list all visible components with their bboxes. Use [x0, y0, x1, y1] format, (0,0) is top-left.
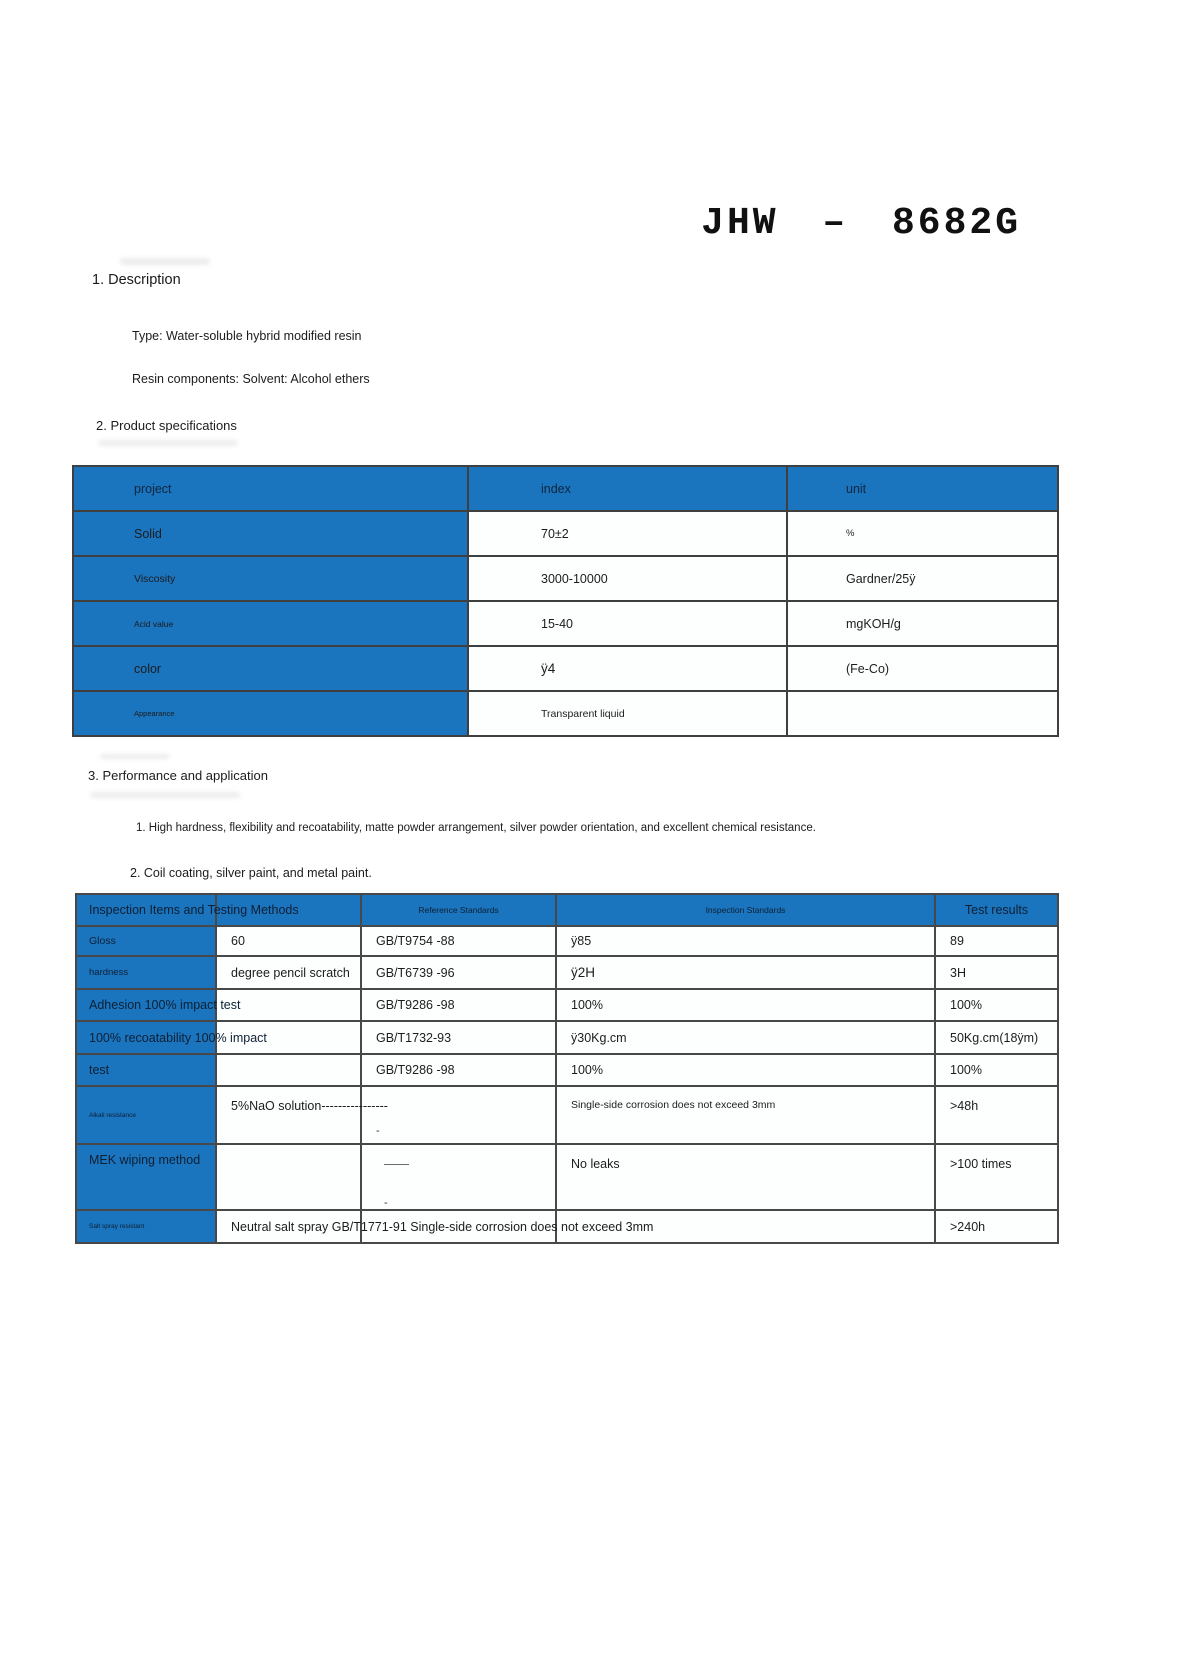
reference-standard: GB/T1732-93 [361, 1021, 556, 1054]
spec-index: 3000-10000 [468, 556, 787, 601]
table-row [76, 1086, 1058, 1144]
section-heading-description: 1. Description [92, 272, 181, 288]
header-project: project [73, 466, 468, 511]
spec-index: ÿ4 [468, 646, 787, 691]
reference-standard [361, 1086, 556, 1144]
spec-index: 70±2 [468, 511, 787, 556]
performance-item-1: 1. High hardness, flexibility and recoatability, matte powder arrangement, silver powder orientation, and excellent chemical resistance. [136, 822, 816, 834]
header-reference-standards: Reference Standards [361, 894, 556, 926]
reference-standard: GB/T9754 -88 [361, 926, 556, 956]
table-row [73, 601, 1058, 646]
scan-artifact [120, 258, 210, 265]
inspection-item: 100% recoatability 100% impact [76, 1021, 216, 1054]
testing-method [216, 1054, 361, 1086]
scan-artifact [90, 792, 240, 798]
test-result: >100 times [935, 1144, 1058, 1210]
reference-standard: GB/T6739 -96 [361, 956, 556, 989]
inspection-item: Adhesion 100% impact test [76, 989, 216, 1021]
table-header-row [73, 466, 1058, 511]
performance-item-2: 2. Coil coating, silver paint, and metal paint. [130, 866, 372, 880]
type-line: Type: Water-soluble hybrid modified resin [132, 329, 362, 343]
test-result: >48h [935, 1086, 1058, 1144]
spec-name: Solid [73, 511, 468, 556]
spec-index: 15-40 [468, 601, 787, 646]
spec-name: Acid value [73, 601, 468, 646]
inspection-item: Salt spray resistant [76, 1210, 216, 1243]
table-row [76, 956, 1058, 989]
inspection-item: Alkali resistance [76, 1086, 216, 1144]
product-specifications-table [72, 465, 1059, 737]
inspection-standard: ÿ30Kg.cm [556, 1021, 935, 1054]
table-row [73, 691, 1058, 736]
spec-unit: Gardner/25ÿ [787, 556, 1058, 601]
spec-unit [787, 691, 1058, 736]
inspection-item: MEK wiping method [76, 1144, 216, 1210]
table-row [73, 511, 1058, 556]
table-row [76, 1210, 1058, 1243]
scan-artifact [98, 440, 238, 446]
inspection-item: hardness [76, 956, 216, 989]
header-test-results: Test results [935, 894, 1058, 926]
table-row [76, 989, 1058, 1021]
reference-standard-note: - [376, 1125, 380, 1137]
table-row [76, 1144, 1058, 1210]
reference-standard: —— - [361, 1144, 556, 1210]
section-heading-performance: 3. Performance and application [88, 768, 268, 783]
table-row [76, 926, 1058, 956]
inspection-standard: No leaks [556, 1144, 935, 1210]
inspection-standard: ÿ2H [556, 956, 935, 989]
table-row [76, 1054, 1058, 1086]
spec-name: color [73, 646, 468, 691]
testing-method: 5%NaO solution---------------- [216, 1086, 361, 1144]
inspection-results-table [75, 893, 1059, 1244]
spec-name: Appearance [73, 691, 468, 736]
inspection-standard: 100% [556, 989, 935, 1021]
test-result: >240h [935, 1210, 1058, 1243]
header-inspection-standards: Inspection Standards [556, 894, 935, 926]
reference-standard: GB/T9286 -98 [361, 989, 556, 1021]
test-result: 100% [935, 989, 1058, 1021]
inspection-standard: 100% [556, 1054, 935, 1086]
table-row [73, 646, 1058, 691]
testing-method: Neutral salt spray GB/T1771-91 Single-side corrosion does not exceed 3mm [216, 1210, 361, 1243]
test-result: 89 [935, 926, 1058, 956]
test-result: 100% [935, 1054, 1058, 1086]
test-result: 50Kg.cm(18ÿm) [935, 1021, 1058, 1054]
spec-unit: % [787, 511, 1058, 556]
section-heading-specifications: 2. Product specifications [96, 418, 237, 433]
inspection-standard: ÿ85 [556, 926, 935, 956]
table-header-row [76, 894, 1058, 926]
testing-method: 60 [216, 926, 361, 956]
reference-standard-note: - [384, 1197, 388, 1209]
test-result: 3H [935, 956, 1058, 989]
scan-artifact [100, 754, 170, 759]
reference-standard: GB/T9286 -98 [361, 1054, 556, 1086]
spec-unit: (Fe-Co) [787, 646, 1058, 691]
inspection-item: Gloss [76, 926, 216, 956]
table-row [73, 556, 1058, 601]
testing-method [216, 1144, 361, 1210]
header-index: index [468, 466, 787, 511]
header-unit: unit [787, 466, 1058, 511]
resin-components-line: Resin components: Solvent: Alcohol ethers [132, 372, 370, 386]
document-title: JHW – 8682G [701, 202, 1021, 245]
spec-index: Transparent liquid [468, 691, 787, 736]
spec-name: Viscosity [73, 556, 468, 601]
inspection-item: test [76, 1054, 216, 1086]
table-row [76, 1021, 1058, 1054]
header-items-methods: Inspection Items and Testing Methods [76, 894, 216, 926]
testing-method: degree pencil scratch [216, 956, 361, 989]
spec-unit: mgKOH/g [787, 601, 1058, 646]
inspection-standard: Single-side corrosion does not exceed 3mm [556, 1086, 935, 1144]
